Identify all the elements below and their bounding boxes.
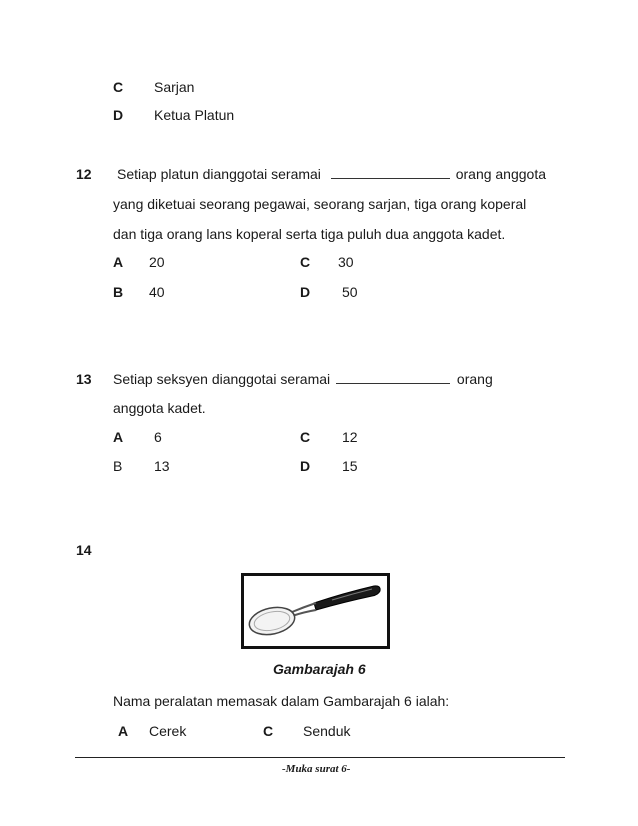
question-12-option-c-text: 30 (338, 254, 354, 270)
footer-divider (75, 757, 565, 758)
question-13-line-2: anggota kadet. (113, 400, 206, 416)
question-13-option-b-letter: B (113, 458, 123, 474)
question-14-number: 14 (76, 542, 92, 558)
question-14-option-a-text: Cerek (149, 723, 187, 739)
question-13-text-before-blank: Setiap seksyen dianggotai seramai (113, 371, 331, 387)
question-12-number: 12 (76, 166, 92, 182)
question-12-line-1 (117, 166, 546, 182)
question-13-option-b-text: 13 (154, 458, 170, 474)
question-12-option-a-letter: A (113, 254, 124, 270)
question-12-line-3: dan tiga orang lans koperal serta tiga puluh dua anggota kadet. (113, 226, 506, 242)
question-13-option-d-letter: D (300, 458, 311, 474)
question-14-option-a-letter: A (118, 723, 129, 739)
question-13-text-after-blank: orang (456, 371, 493, 387)
question-14-text: Nama peralatan memasak dalam Gambarajah 6 ialah: (113, 693, 450, 709)
question-13-answer-blank (336, 371, 450, 384)
prev-option-c-letter: C (113, 79, 124, 95)
question-12-answer-blank (331, 166, 450, 179)
question-13-option-c-text: 12 (342, 429, 358, 445)
question-13-option-a-text: 6 (154, 429, 162, 445)
figure-spoon-box (241, 573, 390, 649)
prev-option-d-letter: D (113, 107, 124, 123)
question-13-line-1 (113, 371, 493, 387)
prev-option-c-text: Sarjan (154, 79, 195, 95)
question-13-option-c-letter: C (300, 429, 311, 445)
spoon-illustration (244, 576, 387, 646)
figure-caption: Gambarajah 6 (273, 661, 366, 677)
prev-option-d-text: Ketua Platun (154, 107, 235, 123)
question-13-option-a-letter: A (113, 429, 124, 445)
question-14-option-c-letter: C (263, 723, 274, 739)
question-12-option-c-letter: C (300, 254, 311, 270)
question-12-option-d-text: 50 (342, 284, 358, 300)
question-14-option-c-text: Senduk (303, 723, 351, 739)
question-12-option-b-text: 40 (149, 284, 165, 300)
question-12-option-b-letter: B (113, 284, 124, 300)
question-13-option-d-text: 15 (342, 458, 358, 474)
question-13-number: 13 (76, 371, 92, 387)
question-12-line-2: yang diketuai seorang pegawai, seorang sarjan, tiga orang koperal (113, 196, 527, 212)
question-12-option-d-letter: D (300, 284, 311, 300)
question-12-text-after-blank: orang anggota (455, 166, 547, 182)
question-12-text-before-blank: Setiap platun dianggotai seramai (117, 166, 321, 182)
question-12-option-a-text: 20 (149, 254, 165, 270)
page-number-label: -Muka surat 6- (282, 763, 351, 775)
